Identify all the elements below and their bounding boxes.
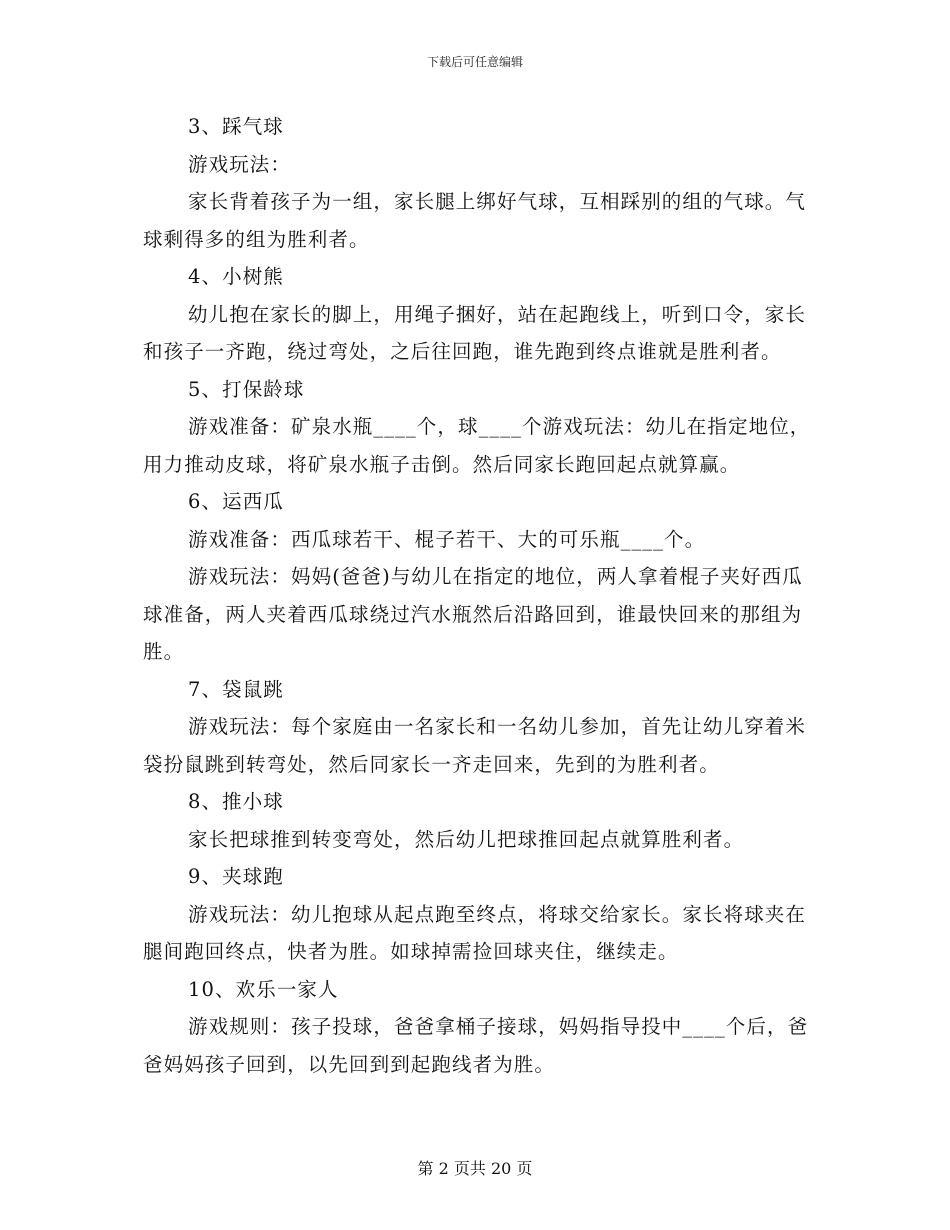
paragraph: 游戏准备：矿泉水瓶____个，球____个游戏玩法：幼儿在指定地位，用力推动皮球，将矿泉水瓶子击倒。然后同家长跑回起点就算赢。 — [143, 415, 811, 476]
section-title: 10、欢乐一家人 — [188, 977, 339, 1001]
paragraph: 家长背着孩子为一组，家长腿上绑好气球，互相踩别的组的气球。气球剩得多的组为胜利者。 — [143, 190, 807, 251]
paragraph: 游戏准备：西瓜球若干、棍子若干、大的可乐瓶____个。 — [188, 527, 706, 551]
document-body — [143, 108, 811, 1083]
section-title: 7、袋鼠跳 — [188, 677, 284, 701]
paragraph: 游戏玩法：幼儿抱球从起点跑至终点，将球交给家长。家长将球夹在腿间跑回终点，快者为胜。如球掉需捡回球夹住，继续走。 — [143, 902, 807, 963]
page-header-note: 下载后可任意编辑 — [426, 55, 523, 69]
paragraph: 游戏规则：孩子投球，爸爸拿桶子接球，妈妈指导投中____个后，爸爸妈妈孩子回到，以先回到到起跑线者为胜。 — [143, 1015, 809, 1076]
paragraph: 游戏玩法： — [188, 152, 292, 176]
section-title: 9、夹球跑 — [188, 865, 284, 888]
paragraph: 游戏玩法：每个家庭由一名家长和一名幼儿参加，首先让幼儿穿着米袋扮鼠跳到转弯处，然后同家长一齐走回来，先到的为胜利者。 — [143, 715, 807, 776]
section-title: 4、小树熊 — [188, 265, 284, 288]
paragraph: 幼儿抱在家长的脚上，用绳子捆好，站在起跑线上，听到口令，家长和孩子一齐跑，绕过弯处，之后往回跑，谁先跑到终点谁就是胜利者。 — [143, 302, 807, 363]
page-number: 第 2 页共 20 页 — [417, 1159, 533, 1178]
section-title: 3、踩气球 — [188, 115, 284, 138]
paragraph: 游戏玩法：妈妈(爸爸)与幼儿在指定的地位，两人拿着棍子夹好西瓜球准备，两人夹着西瓜球绕过汽水瓶然后沿路回到，谁最快回来的那组为胜。 — [143, 565, 803, 663]
section-title: 8、推小球 — [188, 790, 284, 813]
section-title: 6、运西瓜 — [188, 490, 284, 513]
paragraph: 家长把球推到转变弯处，然后幼儿把球推回起点就算胜利者。 — [188, 827, 745, 851]
section-title: 5、打保龄球 — [188, 377, 305, 401]
